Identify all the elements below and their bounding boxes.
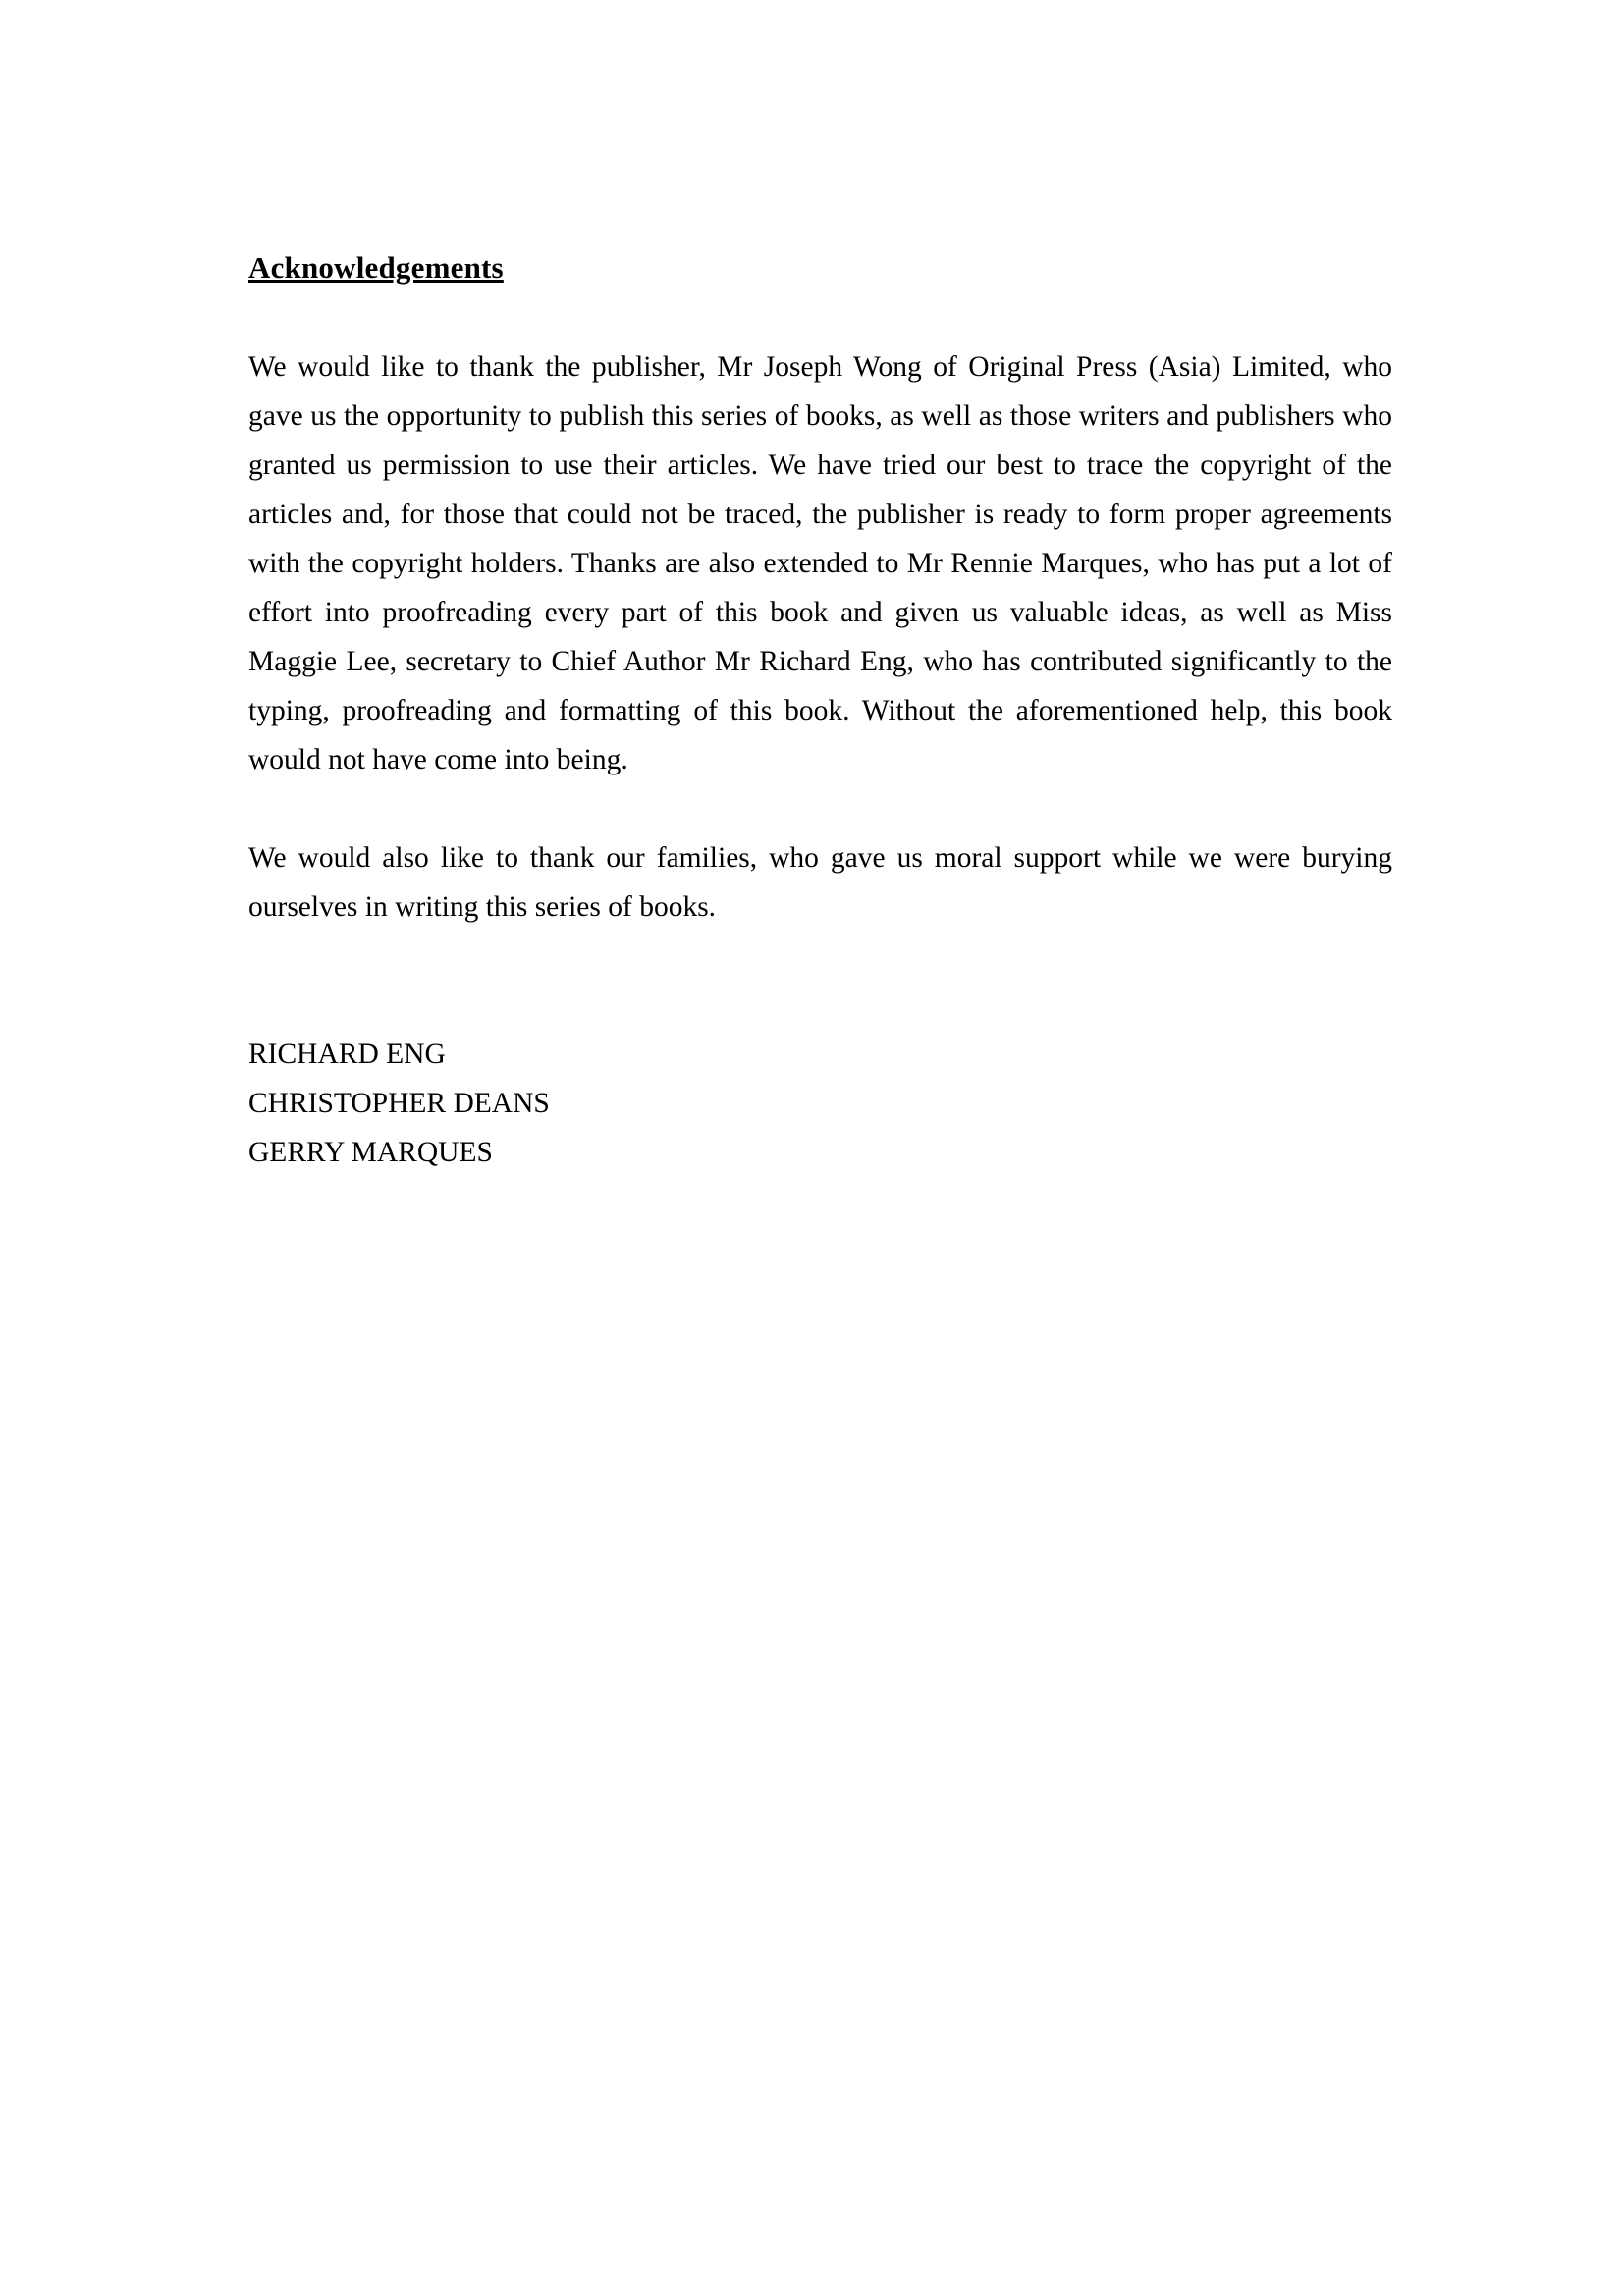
signature-block [248,1030,1392,1177]
acknowledgements-heading: Acknowledgements [248,250,504,285]
signature-richard-eng: RICHARD ENG [248,1039,446,1070]
signature-gerry-marques: GERRY MARQUES [248,1137,493,1168]
acknowledgements-paragraph-1: We would like to thank the publisher, Mr Joseph Wong of Original Press (Asia) Limited, who gave us the opportunity to publish this series of books, as well as those writers and publishers who granted us permission to use their articles. We have tried our best to trace the copyright of the articles and, for those that could not be traced, the publisher is ready to form proper agreements with the copyright holders. Thanks are also extended to Mr Rennie Marques, who has put a lot of effort into proofreading every part of this book and given us valuable ideas, as well as Miss Maggie Lee, secretary to Chief Author Mr Richard Eng, who has contributed significantly to the typing, proofreading and formatting of this book. Without the aforementioned help, this book would not have come into being. [248,351,1392,775]
acknowledgements-paragraph-2: We would also like to thank our families, who gave us moral support while we were burying ourselves in writing this series of books. [248,842,1392,923]
signature-christopher-deans: CHRISTOPHER DEANS [248,1088,550,1119]
